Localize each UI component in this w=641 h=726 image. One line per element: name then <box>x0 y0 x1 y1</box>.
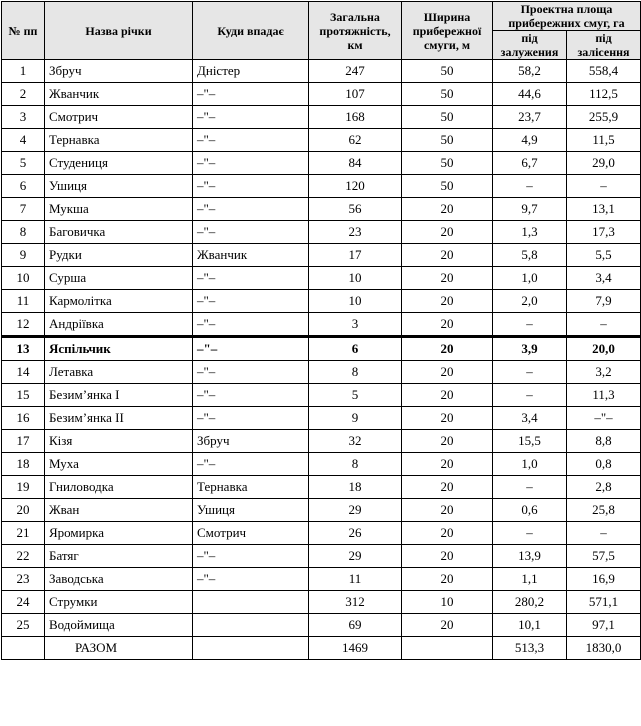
total-area-grass: 513,3 <box>493 637 567 660</box>
table-header <box>2 2 641 60</box>
strip-width-m: 20 <box>402 453 493 476</box>
river-name: Гниловодка <box>45 476 193 499</box>
area-grass-ha: – <box>493 175 567 198</box>
area-grass-ha: – <box>493 476 567 499</box>
total-width <box>402 637 493 660</box>
row-num: 7 <box>2 198 45 221</box>
length-km: 69 <box>309 614 402 637</box>
river-name: Безим’янка I <box>45 384 193 407</box>
area-grass-ha: 0,6 <box>493 499 567 522</box>
strip-width-m: 10 <box>402 591 493 614</box>
strip-width-m: 50 <box>402 152 493 175</box>
strip-width-m: 50 <box>402 106 493 129</box>
river-name: Тернавка <box>45 129 193 152</box>
rivers-table <box>1 1 641 660</box>
row-num: 16 <box>2 407 45 430</box>
area-grass-ha: – <box>493 313 567 337</box>
table-row <box>2 591 641 614</box>
length-km: 8 <box>309 361 402 384</box>
river-name: Збруч <box>45 60 193 83</box>
river-name: Муха <box>45 453 193 476</box>
area-forest-ha: 13,1 <box>567 198 641 221</box>
flows-into <box>193 614 309 637</box>
area-forest-ha: 3,2 <box>567 361 641 384</box>
flows-into: –"– <box>193 337 309 361</box>
header-area-grass: під залужения <box>493 31 567 60</box>
area-forest-ha: – <box>567 522 641 545</box>
table-row <box>2 221 641 244</box>
table-row <box>2 384 641 407</box>
strip-width-m: 50 <box>402 129 493 152</box>
river-name: Жванчик <box>45 83 193 106</box>
strip-width-m: 20 <box>402 290 493 313</box>
area-forest-ha: – <box>567 175 641 198</box>
flows-into: –"– <box>193 267 309 290</box>
river-name: Рудки <box>45 244 193 267</box>
strip-width-m: 20 <box>402 430 493 453</box>
area-grass-ha: 2,0 <box>493 290 567 313</box>
length-km: 9 <box>309 407 402 430</box>
strip-width-m: 50 <box>402 83 493 106</box>
area-forest-ha: 57,5 <box>567 545 641 568</box>
strip-width-m: 20 <box>402 476 493 499</box>
row-num: 9 <box>2 244 45 267</box>
row-num: 15 <box>2 384 45 407</box>
strip-width-m: 20 <box>402 407 493 430</box>
flows-into <box>193 591 309 614</box>
row-num: 8 <box>2 221 45 244</box>
area-grass-ha: 6,7 <box>493 152 567 175</box>
flows-into: Ушиця <box>193 499 309 522</box>
area-forest-ha: 558,4 <box>567 60 641 83</box>
flows-into: –"– <box>193 106 309 129</box>
table-row <box>2 60 641 83</box>
length-km: 120 <box>309 175 402 198</box>
length-km: 84 <box>309 152 402 175</box>
strip-width-m: 20 <box>402 614 493 637</box>
total-length: 1469 <box>309 637 402 660</box>
table-row <box>2 476 641 499</box>
strip-width-m: 20 <box>402 267 493 290</box>
flows-into: –"– <box>193 313 309 337</box>
area-forest-ha: 25,8 <box>567 499 641 522</box>
length-km: 3 <box>309 313 402 337</box>
area-forest-ha: 112,5 <box>567 83 641 106</box>
length-km: 23 <box>309 221 402 244</box>
header-name: Назва річки <box>45 2 193 60</box>
strip-width-m: 20 <box>402 221 493 244</box>
area-forest-ha: 255,9 <box>567 106 641 129</box>
header-width: Ширина прибережної смуги, м <box>402 2 493 60</box>
flows-into: –"– <box>193 545 309 568</box>
flows-into: Дністер <box>193 60 309 83</box>
table-row <box>2 430 641 453</box>
river-name: Студениця <box>45 152 193 175</box>
area-grass-ha: 1,1 <box>493 568 567 591</box>
strip-width-m: 20 <box>402 545 493 568</box>
strip-width-m: 50 <box>402 60 493 83</box>
area-grass-ha: 4,9 <box>493 129 567 152</box>
area-grass-ha: – <box>493 522 567 545</box>
area-grass-ha: 10,1 <box>493 614 567 637</box>
table-row <box>2 407 641 430</box>
length-km: 10 <box>309 267 402 290</box>
flows-into: –"– <box>193 129 309 152</box>
table-row <box>2 83 641 106</box>
row-num: 21 <box>2 522 45 545</box>
flows-into: –"– <box>193 453 309 476</box>
length-km: 32 <box>309 430 402 453</box>
row-num: 20 <box>2 499 45 522</box>
length-km: 168 <box>309 106 402 129</box>
row-num: 11 <box>2 290 45 313</box>
row-num: 2 <box>2 83 45 106</box>
length-km: 11 <box>309 568 402 591</box>
river-name: Струмки <box>45 591 193 614</box>
strip-width-m: 20 <box>402 384 493 407</box>
length-km: 247 <box>309 60 402 83</box>
area-grass-ha: – <box>493 384 567 407</box>
table-row <box>2 244 641 267</box>
length-km: 29 <box>309 545 402 568</box>
length-km: 17 <box>309 244 402 267</box>
area-grass-ha: 5,8 <box>493 244 567 267</box>
area-grass-ha: 1,0 <box>493 453 567 476</box>
row-num: 14 <box>2 361 45 384</box>
header-area-forest: під залісення <box>567 31 641 60</box>
header-flows-into: Куди впадає <box>193 2 309 60</box>
strip-width-m: 20 <box>402 313 493 337</box>
table-row <box>2 290 641 313</box>
river-name: Водоймища <box>45 614 193 637</box>
flows-into: –"– <box>193 290 309 313</box>
flows-into: –"– <box>193 198 309 221</box>
total-into <box>193 637 309 660</box>
area-forest-ha: – <box>567 313 641 337</box>
table-row <box>2 568 641 591</box>
table-row <box>2 129 641 152</box>
length-km: 29 <box>309 499 402 522</box>
total-area-forest: 1830,0 <box>567 637 641 660</box>
row-num: 3 <box>2 106 45 129</box>
area-forest-ha: 571,1 <box>567 591 641 614</box>
river-name: Яромирка <box>45 522 193 545</box>
length-km: 107 <box>309 83 402 106</box>
area-grass-ha: 9,7 <box>493 198 567 221</box>
area-grass-ha: 1,0 <box>493 267 567 290</box>
area-forest-ha: 8,8 <box>567 430 641 453</box>
table-row <box>2 198 641 221</box>
row-num: 4 <box>2 129 45 152</box>
river-name: Заводська <box>45 568 193 591</box>
table-row <box>2 361 641 384</box>
flows-into: Жванчик <box>193 244 309 267</box>
strip-width-m: 20 <box>402 198 493 221</box>
river-name: Безим’янка II <box>45 407 193 430</box>
strip-width-m: 20 <box>402 522 493 545</box>
table-row <box>2 545 641 568</box>
length-km: 26 <box>309 522 402 545</box>
table-row <box>2 267 641 290</box>
row-num: 25 <box>2 614 45 637</box>
row-num: 10 <box>2 267 45 290</box>
river-name: Ушиця <box>45 175 193 198</box>
area-grass-ha: 23,7 <box>493 106 567 129</box>
flows-into: Тернавка <box>193 476 309 499</box>
flows-into: Збруч <box>193 430 309 453</box>
area-forest-ha: 11,3 <box>567 384 641 407</box>
row-num: 1 <box>2 60 45 83</box>
river-name: Кізя <box>45 430 193 453</box>
strip-width-m: 20 <box>402 337 493 361</box>
river-name: Смотрич <box>45 106 193 129</box>
length-km: 312 <box>309 591 402 614</box>
area-forest-ha: 0,8 <box>567 453 641 476</box>
table-body <box>2 60 641 637</box>
river-name: Баговичка <box>45 221 193 244</box>
flows-into: –"– <box>193 83 309 106</box>
flows-into: –"– <box>193 175 309 198</box>
area-forest-ha: 17,3 <box>567 221 641 244</box>
length-km: 5 <box>309 384 402 407</box>
row-num: 13 <box>2 337 45 361</box>
length-km: 18 <box>309 476 402 499</box>
length-km: 10 <box>309 290 402 313</box>
area-grass-ha: 280,2 <box>493 591 567 614</box>
river-name: Жван <box>45 499 193 522</box>
table-row <box>2 152 641 175</box>
area-forest-ha: 3,4 <box>567 267 641 290</box>
area-forest-ha: 97,1 <box>567 614 641 637</box>
area-grass-ha: 1,3 <box>493 221 567 244</box>
river-name: Мукша <box>45 198 193 221</box>
area-grass-ha: 3,4 <box>493 407 567 430</box>
length-km: 62 <box>309 129 402 152</box>
river-name: Сурша <box>45 267 193 290</box>
table-row <box>2 106 641 129</box>
length-km: 8 <box>309 453 402 476</box>
total-row <box>2 637 641 660</box>
area-forest-ha: 5,5 <box>567 244 641 267</box>
strip-width-m: 20 <box>402 568 493 591</box>
row-num: 23 <box>2 568 45 591</box>
flows-into: –"– <box>193 361 309 384</box>
area-forest-ha: 16,9 <box>567 568 641 591</box>
flows-into: –"– <box>193 221 309 244</box>
river-name: Батяг <box>45 545 193 568</box>
table-row <box>2 499 641 522</box>
area-grass-ha: 15,5 <box>493 430 567 453</box>
river-name: Яспільчик <box>45 337 193 361</box>
table-row <box>2 522 641 545</box>
row-num: 17 <box>2 430 45 453</box>
header-num: № пп <box>2 2 45 60</box>
table-row <box>2 337 641 361</box>
strip-width-m: 20 <box>402 244 493 267</box>
length-km: 6 <box>309 337 402 361</box>
flows-into: –"– <box>193 384 309 407</box>
header-area-group: Проектна площа прибережних смуг, га <box>493 2 641 31</box>
total-label: РАЗОМ <box>45 637 193 660</box>
area-grass-ha: 3,9 <box>493 337 567 361</box>
row-num: 18 <box>2 453 45 476</box>
table-row <box>2 175 641 198</box>
river-name: Кармолітка <box>45 290 193 313</box>
strip-width-m: 20 <box>402 499 493 522</box>
table-row <box>2 453 641 476</box>
length-km: 56 <box>309 198 402 221</box>
row-num: 19 <box>2 476 45 499</box>
flows-into: –"– <box>193 407 309 430</box>
area-grass-ha: – <box>493 361 567 384</box>
header-length: Загальна протяжність, км <box>309 2 402 60</box>
river-name: Летавка <box>45 361 193 384</box>
table-row <box>2 313 641 337</box>
area-forest-ha: 7,9 <box>567 290 641 313</box>
area-forest-ha: 11,5 <box>567 129 641 152</box>
row-num: 24 <box>2 591 45 614</box>
strip-width-m: 20 <box>402 361 493 384</box>
area-forest-ha: 2,8 <box>567 476 641 499</box>
area-forest-ha: –"– <box>567 407 641 430</box>
area-forest-ha: 29,0 <box>567 152 641 175</box>
flows-into: Смотрич <box>193 522 309 545</box>
row-num: 22 <box>2 545 45 568</box>
row-num: 12 <box>2 313 45 337</box>
row-num: 5 <box>2 152 45 175</box>
area-grass-ha: 58,2 <box>493 60 567 83</box>
row-num: 6 <box>2 175 45 198</box>
area-grass-ha: 44,6 <box>493 83 567 106</box>
area-forest-ha: 20,0 <box>567 337 641 361</box>
total-num <box>2 637 45 660</box>
flows-into: –"– <box>193 152 309 175</box>
flows-into: –"– <box>193 568 309 591</box>
strip-width-m: 50 <box>402 175 493 198</box>
river-name: Андріївка <box>45 313 193 337</box>
area-grass-ha: 13,9 <box>493 545 567 568</box>
table-row <box>2 614 641 637</box>
